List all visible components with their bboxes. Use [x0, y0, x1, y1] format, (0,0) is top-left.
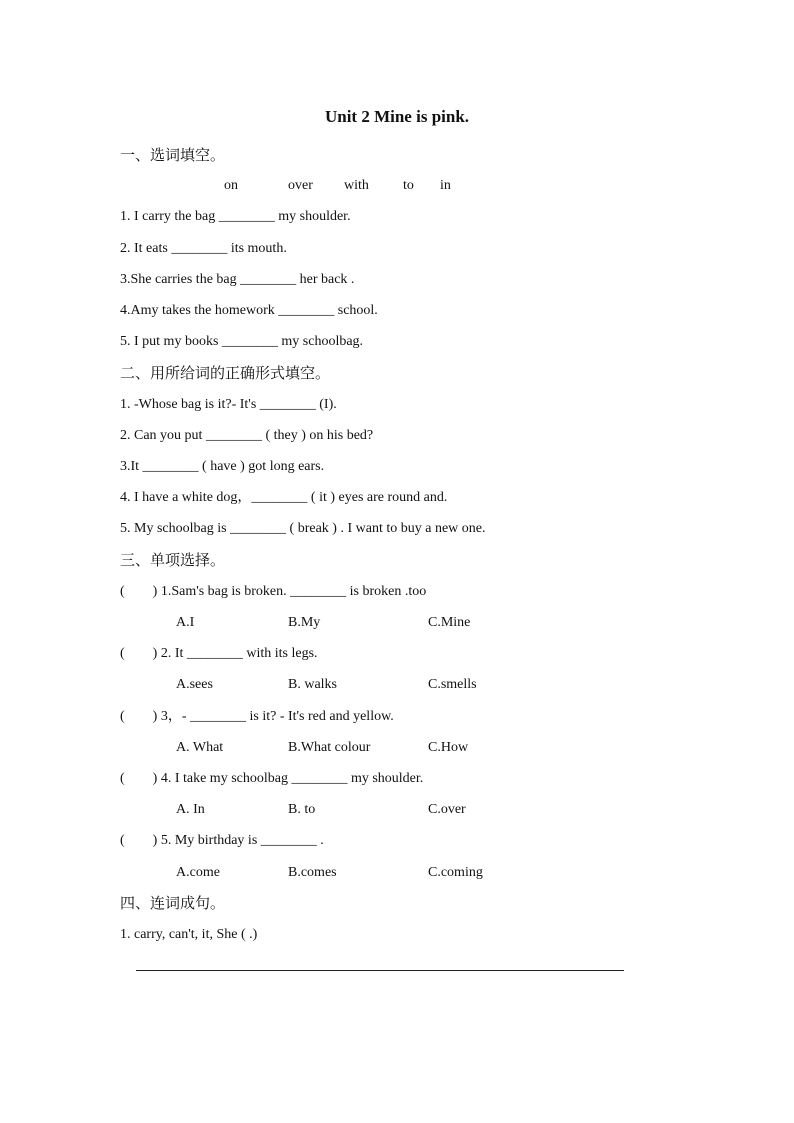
- question-item: 2. It eats ________ its mouth.: [120, 241, 287, 256]
- option-b: B.My: [288, 615, 321, 630]
- option-c: C.Mine: [428, 615, 471, 630]
- option-b: B.comes: [288, 865, 337, 880]
- option-b: B.What colour: [288, 740, 371, 755]
- word-bank-item: over: [288, 178, 313, 193]
- question-stem: ( ) 5. My birthday is ________ .: [120, 833, 324, 848]
- word-bank-item: in: [440, 178, 451, 193]
- word-bank-item: to: [403, 178, 414, 193]
- option-c: C.smells: [428, 677, 477, 692]
- section-1-heading: 一、选词填空。: [120, 146, 226, 164]
- option-c: C.coming: [428, 865, 483, 880]
- option-a: A.I: [176, 615, 195, 630]
- option-c: C.How: [428, 740, 469, 755]
- section-3-heading: 三、单项选择。: [120, 551, 226, 569]
- question-stem: ( ) 1.Sam's bag is broken. ________ is broken .too: [120, 584, 427, 599]
- option-b: B. to: [288, 802, 316, 817]
- question-item: 5. My schoolbag is ________ ( break ) . I want to buy a new one.: [120, 521, 486, 536]
- question-item: 3.It ________ ( have ) got long ears.: [120, 459, 325, 474]
- word-bank-item: on: [224, 178, 238, 193]
- question-stem: ( ) 4. I take my schoolbag ________ my shoulder.: [120, 771, 424, 786]
- question-item: 2. Can you put ________ ( they ) on his bed?: [120, 428, 374, 443]
- question-item: 5. I put my books ________ my schoolbag.: [120, 334, 364, 349]
- question-item: 4. I have a white dog，________ ( it ) eyes are round and.: [120, 490, 448, 505]
- option-a: A.come: [176, 865, 220, 880]
- question-item: 1. carry, can't, it, She ( .): [120, 927, 258, 942]
- question-stem: ( ) 3，- ________ is it? - It's red and yellow.: [120, 709, 394, 724]
- question-item: 1. -Whose bag is it?- It's ________ (I).: [120, 397, 337, 412]
- question-item: 1. I carry the bag ________ my shoulder.: [120, 209, 351, 224]
- word-bank-item: with: [344, 178, 369, 193]
- question-item: 4.Amy takes the homework ________ school.: [120, 303, 378, 318]
- option-a: A. In: [176, 802, 205, 817]
- answer-line[interactable]: [136, 970, 624, 971]
- section-4-heading: 四、连词成句。: [120, 894, 226, 912]
- question-stem: ( ) 2. It ________ with its legs.: [120, 646, 318, 661]
- option-c: C.over: [428, 802, 466, 817]
- option-b: B. walks: [288, 677, 337, 692]
- option-a: A. What: [176, 740, 224, 755]
- option-a: A.sees: [176, 677, 213, 692]
- section-2-heading: 二、用所给词的正确形式填空。: [120, 364, 331, 382]
- page-title: Unit 2 Mine is pink.: [324, 107, 470, 126]
- question-item: 3.She carries the bag ________ her back .: [120, 272, 355, 287]
